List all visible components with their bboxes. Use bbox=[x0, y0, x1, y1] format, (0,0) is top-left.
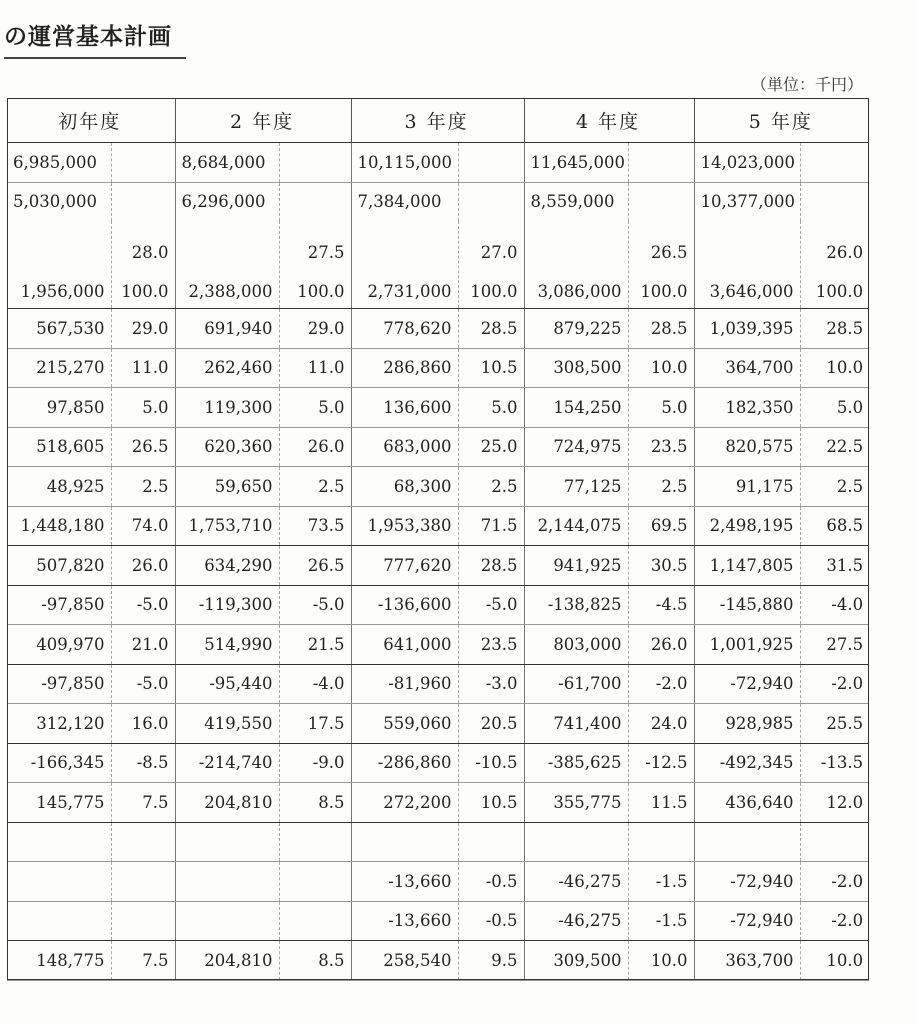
value-cell: -138,825 bbox=[524, 585, 628, 625]
value-cell: 1,039,395 bbox=[694, 309, 800, 349]
value-cell: 68,300 bbox=[351, 467, 458, 507]
percent-cell: 8.5 bbox=[279, 941, 351, 981]
value-cell: 10,115,000 bbox=[351, 143, 458, 183]
percent-cell bbox=[628, 143, 694, 183]
year-header: 4 年度 bbox=[524, 98, 694, 143]
percent-cell: 23.5 bbox=[458, 625, 524, 665]
table-row bbox=[7, 901, 869, 941]
value-cell: 683,000 bbox=[351, 427, 458, 467]
percent-cell: 5.0 bbox=[279, 388, 351, 428]
table-row bbox=[7, 625, 869, 665]
percent-cell: 28.5 bbox=[458, 546, 524, 586]
value-cell: 14,023,000 bbox=[694, 143, 800, 183]
value-cell: 6,985,000 bbox=[7, 143, 111, 183]
percent-cell bbox=[279, 822, 351, 862]
percent-cell: 22.5 bbox=[800, 427, 869, 467]
percent-cell: 27.5 bbox=[800, 625, 869, 665]
percent-cell bbox=[800, 822, 869, 862]
value-cell: -61,700 bbox=[524, 664, 628, 704]
value-cell: -145,880 bbox=[694, 585, 800, 625]
table-row bbox=[7, 309, 869, 349]
percent-cell bbox=[800, 182, 869, 221]
percent-cell bbox=[279, 901, 351, 941]
value-cell: 6,296,000 bbox=[175, 182, 279, 221]
percent-cell bbox=[800, 221, 869, 309]
value-cell: 154,250 bbox=[524, 388, 628, 428]
percent-cell bbox=[458, 221, 524, 309]
value-cell: 77,125 bbox=[524, 467, 628, 507]
percent-cell: -5.0 bbox=[458, 585, 524, 625]
unit-label: （単位：千円） bbox=[750, 75, 863, 94]
percent-cell: 26.0 bbox=[279, 427, 351, 467]
percent-cell: 2.5 bbox=[111, 467, 175, 507]
percent-cell: -2.0 bbox=[800, 901, 869, 941]
operating-plan-table bbox=[7, 98, 869, 981]
percent-cell: 25.0 bbox=[458, 427, 524, 467]
value-cell: 724,975 bbox=[524, 427, 628, 467]
percent-cell: 8.5 bbox=[279, 783, 351, 823]
value-cell: -492,345 bbox=[694, 743, 800, 783]
value-cell: -72,940 bbox=[694, 862, 800, 902]
rate-value: 28.0 bbox=[131, 243, 169, 262]
percent-cell: 11.0 bbox=[111, 348, 175, 388]
percent-cell: 17.5 bbox=[279, 704, 351, 744]
value-cell bbox=[694, 822, 800, 862]
value-cell: -81,960 bbox=[351, 664, 458, 704]
percent-cell: 73.5 bbox=[279, 506, 351, 546]
table-row bbox=[7, 783, 869, 823]
value-cell: 507,820 bbox=[7, 546, 111, 586]
value-cell: 1,956,000 bbox=[7, 221, 111, 309]
percent-cell: 28.5 bbox=[458, 309, 524, 349]
percent-cell bbox=[458, 143, 524, 183]
percent-cell: 10.5 bbox=[458, 348, 524, 388]
percent-cell bbox=[279, 143, 351, 183]
value-cell: 641,000 bbox=[351, 625, 458, 665]
value-cell: 363,700 bbox=[694, 941, 800, 981]
percent-cell: 11.5 bbox=[628, 783, 694, 823]
value-cell: 91,175 bbox=[694, 467, 800, 507]
value-cell bbox=[175, 822, 279, 862]
header-row bbox=[7, 98, 869, 143]
table-row bbox=[7, 348, 869, 388]
percent-cell: -4.0 bbox=[800, 585, 869, 625]
percent-cell: 21.5 bbox=[279, 625, 351, 665]
value-cell: 634,290 bbox=[175, 546, 279, 586]
value-cell: 3,646,000 bbox=[694, 221, 800, 309]
value-cell bbox=[524, 822, 628, 862]
value-cell: 355,775 bbox=[524, 783, 628, 823]
percent-value: 100.0 bbox=[121, 282, 169, 301]
percent-cell: -2.0 bbox=[800, 862, 869, 902]
percent-cell bbox=[111, 901, 175, 941]
value-cell: 215,270 bbox=[7, 348, 111, 388]
percent-cell bbox=[111, 221, 175, 309]
value-cell bbox=[7, 862, 111, 902]
percent-cell: 10.0 bbox=[628, 941, 694, 981]
value-cell: 97,850 bbox=[7, 388, 111, 428]
table-row bbox=[7, 546, 869, 586]
rate-value: 26.5 bbox=[650, 243, 688, 262]
value-cell: 741,400 bbox=[524, 704, 628, 744]
table-row bbox=[7, 743, 869, 783]
table-row bbox=[7, 941, 869, 981]
value-cell: 11,645,000 bbox=[524, 143, 628, 183]
value-cell: 1,448,180 bbox=[7, 506, 111, 546]
value-cell: -13,660 bbox=[351, 862, 458, 902]
value-cell: -46,275 bbox=[524, 901, 628, 941]
percent-cell: 2.5 bbox=[800, 467, 869, 507]
percent-cell: 12.0 bbox=[800, 783, 869, 823]
value-cell: 262,460 bbox=[175, 348, 279, 388]
percent-cell: 74.0 bbox=[111, 506, 175, 546]
percent-cell: -13.5 bbox=[800, 743, 869, 783]
percent-cell: -2.0 bbox=[628, 664, 694, 704]
value-cell: 879,225 bbox=[524, 309, 628, 349]
percent-cell: -9.0 bbox=[279, 743, 351, 783]
value-cell: 436,640 bbox=[694, 783, 800, 823]
value-cell: 778,620 bbox=[351, 309, 458, 349]
value-cell: -72,940 bbox=[694, 901, 800, 941]
year-header: 3 年度 bbox=[351, 98, 524, 143]
percent-cell bbox=[458, 822, 524, 862]
table-row bbox=[7, 506, 869, 546]
percent-value: 100.0 bbox=[815, 282, 864, 301]
percent-cell: -12.5 bbox=[628, 743, 694, 783]
year-header: 初年度 bbox=[7, 98, 175, 143]
page-title: の運営基本計画 bbox=[4, 18, 186, 59]
percent-cell: 16.0 bbox=[111, 704, 175, 744]
percent-cell: 20.5 bbox=[458, 704, 524, 744]
value-cell: 7,384,000 bbox=[351, 182, 458, 221]
year-header: 2 年度 bbox=[175, 98, 351, 143]
value-cell: 8,559,000 bbox=[524, 182, 628, 221]
year-header: 5 年度 bbox=[694, 98, 869, 143]
value-cell: 803,000 bbox=[524, 625, 628, 665]
percent-cell: 23.5 bbox=[628, 427, 694, 467]
table-row bbox=[7, 822, 869, 862]
table-row bbox=[7, 585, 869, 625]
percent-cell: 9.5 bbox=[458, 941, 524, 981]
percent-cell: -2.0 bbox=[800, 664, 869, 704]
percent-cell: -4.0 bbox=[279, 664, 351, 704]
table-row bbox=[7, 862, 869, 902]
value-cell: 10,377,000 bbox=[694, 182, 800, 221]
percent-cell bbox=[111, 182, 175, 221]
value-cell: 3,086,000 bbox=[524, 221, 628, 309]
percent-cell bbox=[628, 221, 694, 309]
percent-cell bbox=[279, 182, 351, 221]
value-cell: 518,605 bbox=[7, 427, 111, 467]
percent-cell: 21.0 bbox=[111, 625, 175, 665]
percent-cell bbox=[111, 862, 175, 902]
value-cell: 928,985 bbox=[694, 704, 800, 744]
value-cell: 941,925 bbox=[524, 546, 628, 586]
value-cell: -119,300 bbox=[175, 585, 279, 625]
value-cell: 8,684,000 bbox=[175, 143, 279, 183]
percent-cell: 10.5 bbox=[458, 783, 524, 823]
value-cell: 777,620 bbox=[351, 546, 458, 586]
table-row bbox=[7, 143, 869, 183]
value-cell: -136,600 bbox=[351, 585, 458, 625]
value-cell: 148,775 bbox=[7, 941, 111, 981]
value-cell: 820,575 bbox=[694, 427, 800, 467]
value-cell: 1,753,710 bbox=[175, 506, 279, 546]
value-cell bbox=[175, 901, 279, 941]
percent-cell: 26.5 bbox=[279, 546, 351, 586]
percent-cell: -5.0 bbox=[111, 585, 175, 625]
value-cell: 364,700 bbox=[694, 348, 800, 388]
value-cell: 1,953,380 bbox=[351, 506, 458, 546]
value-cell: 567,530 bbox=[7, 309, 111, 349]
percent-value: 100.0 bbox=[640, 282, 688, 301]
value-cell: 308,500 bbox=[524, 348, 628, 388]
table-row bbox=[7, 221, 869, 309]
percent-cell bbox=[111, 822, 175, 862]
value-cell: 204,810 bbox=[175, 783, 279, 823]
table-row bbox=[7, 388, 869, 428]
value-cell: -385,625 bbox=[524, 743, 628, 783]
rate-value: 27.0 bbox=[480, 243, 518, 262]
value-cell: 48,925 bbox=[7, 467, 111, 507]
percent-cell: 71.5 bbox=[458, 506, 524, 546]
percent-cell: -1.5 bbox=[628, 862, 694, 902]
value-cell: 559,060 bbox=[351, 704, 458, 744]
percent-cell bbox=[628, 182, 694, 221]
percent-cell: 31.5 bbox=[800, 546, 869, 586]
table-row bbox=[7, 704, 869, 744]
value-cell: 5,030,000 bbox=[13, 192, 97, 212]
value-cell: 2,144,075 bbox=[524, 506, 628, 546]
percent-cell: -8.5 bbox=[111, 743, 175, 783]
percent-cell: -5.0 bbox=[279, 585, 351, 625]
percent-cell bbox=[458, 182, 524, 221]
percent-cell: 5.0 bbox=[628, 388, 694, 428]
value-cell bbox=[351, 822, 458, 862]
percent-cell bbox=[279, 862, 351, 902]
percent-cell: 5.0 bbox=[111, 388, 175, 428]
value-cell: 1,147,805 bbox=[694, 546, 800, 586]
value-cell: 119,300 bbox=[175, 388, 279, 428]
value-cell: 59,650 bbox=[175, 467, 279, 507]
percent-cell bbox=[279, 221, 351, 309]
value-cell bbox=[175, 862, 279, 902]
percent-cell: 2.5 bbox=[458, 467, 524, 507]
percent-cell: 28.5 bbox=[800, 309, 869, 349]
percent-cell: 29.0 bbox=[111, 309, 175, 349]
percent-cell: -0.5 bbox=[458, 901, 524, 941]
percent-cell: 25.5 bbox=[800, 704, 869, 744]
percent-cell bbox=[628, 822, 694, 862]
percent-cell bbox=[800, 143, 869, 183]
percent-cell: 7.5 bbox=[111, 783, 175, 823]
percent-cell: -10.5 bbox=[458, 743, 524, 783]
value-cell: -46,275 bbox=[524, 862, 628, 902]
percent-cell: 24.0 bbox=[628, 704, 694, 744]
percent-cell: 28.5 bbox=[628, 309, 694, 349]
percent-cell: 26.5 bbox=[111, 427, 175, 467]
value-cell: 2,388,000 bbox=[175, 221, 279, 309]
percent-cell: -1.5 bbox=[628, 901, 694, 941]
percent-cell: -5.0 bbox=[111, 664, 175, 704]
percent-cell: 11.0 bbox=[279, 348, 351, 388]
value-cell: 312,120 bbox=[7, 704, 111, 744]
value-cell: -166,345 bbox=[7, 743, 111, 783]
value-cell: 514,990 bbox=[175, 625, 279, 665]
percent-cell: 2.5 bbox=[279, 467, 351, 507]
value-cell: -97,850 bbox=[7, 585, 111, 625]
value-cell bbox=[7, 901, 111, 941]
value-cell: 2,498,195 bbox=[694, 506, 800, 546]
value-cell: 1,001,925 bbox=[694, 625, 800, 665]
percent-value: 100.0 bbox=[470, 282, 518, 301]
value-cell: 145,775 bbox=[7, 783, 111, 823]
percent-cell: -0.5 bbox=[458, 862, 524, 902]
value-cell: 272,200 bbox=[351, 783, 458, 823]
percent-value: 100.0 bbox=[297, 282, 345, 301]
value-cell: 136,600 bbox=[351, 388, 458, 428]
value-cell: 286,860 bbox=[351, 348, 458, 388]
percent-cell: 5.0 bbox=[800, 388, 869, 428]
value-cell: -214,740 bbox=[175, 743, 279, 783]
percent-cell: 26.0 bbox=[628, 625, 694, 665]
table-row bbox=[7, 467, 869, 507]
value-cell: 2,731,000 bbox=[351, 221, 458, 309]
value-cell: 409,970 bbox=[7, 625, 111, 665]
percent-cell: 10.0 bbox=[800, 348, 869, 388]
percent-cell: -3.0 bbox=[458, 664, 524, 704]
percent-cell: 69.5 bbox=[628, 506, 694, 546]
value-cell: 620,360 bbox=[175, 427, 279, 467]
percent-cell: 10.0 bbox=[800, 941, 869, 981]
percent-cell: 5.0 bbox=[458, 388, 524, 428]
percent-cell: 26.0 bbox=[111, 546, 175, 586]
value-cell: -97,850 bbox=[7, 664, 111, 704]
rate-value: 26.0 bbox=[826, 243, 864, 262]
percent-cell bbox=[111, 143, 175, 183]
percent-cell: -4.5 bbox=[628, 585, 694, 625]
table-row bbox=[7, 427, 869, 467]
percent-cell: 68.5 bbox=[800, 506, 869, 546]
value-cell: 204,810 bbox=[175, 941, 279, 981]
percent-cell: 2.5 bbox=[628, 467, 694, 507]
percent-cell: 30.5 bbox=[628, 546, 694, 586]
value-cell: 309,500 bbox=[524, 941, 628, 981]
value-cell: 419,550 bbox=[175, 704, 279, 744]
value-cell: 258,540 bbox=[351, 941, 458, 981]
value-cell bbox=[7, 822, 111, 862]
table-row bbox=[7, 664, 869, 704]
rate-value: 27.5 bbox=[307, 243, 345, 262]
value-cell: 182,350 bbox=[694, 388, 800, 428]
value-cell: 691,940 bbox=[175, 309, 279, 349]
percent-cell: 10.0 bbox=[628, 348, 694, 388]
value-cell: -95,440 bbox=[175, 664, 279, 704]
percent-cell: 29.0 bbox=[279, 309, 351, 349]
value-cell: -72,940 bbox=[694, 664, 800, 704]
value-cell: -286,860 bbox=[351, 743, 458, 783]
value-cell: -13,660 bbox=[351, 901, 458, 941]
percent-cell: 7.5 bbox=[111, 941, 175, 981]
table-row bbox=[7, 182, 869, 221]
